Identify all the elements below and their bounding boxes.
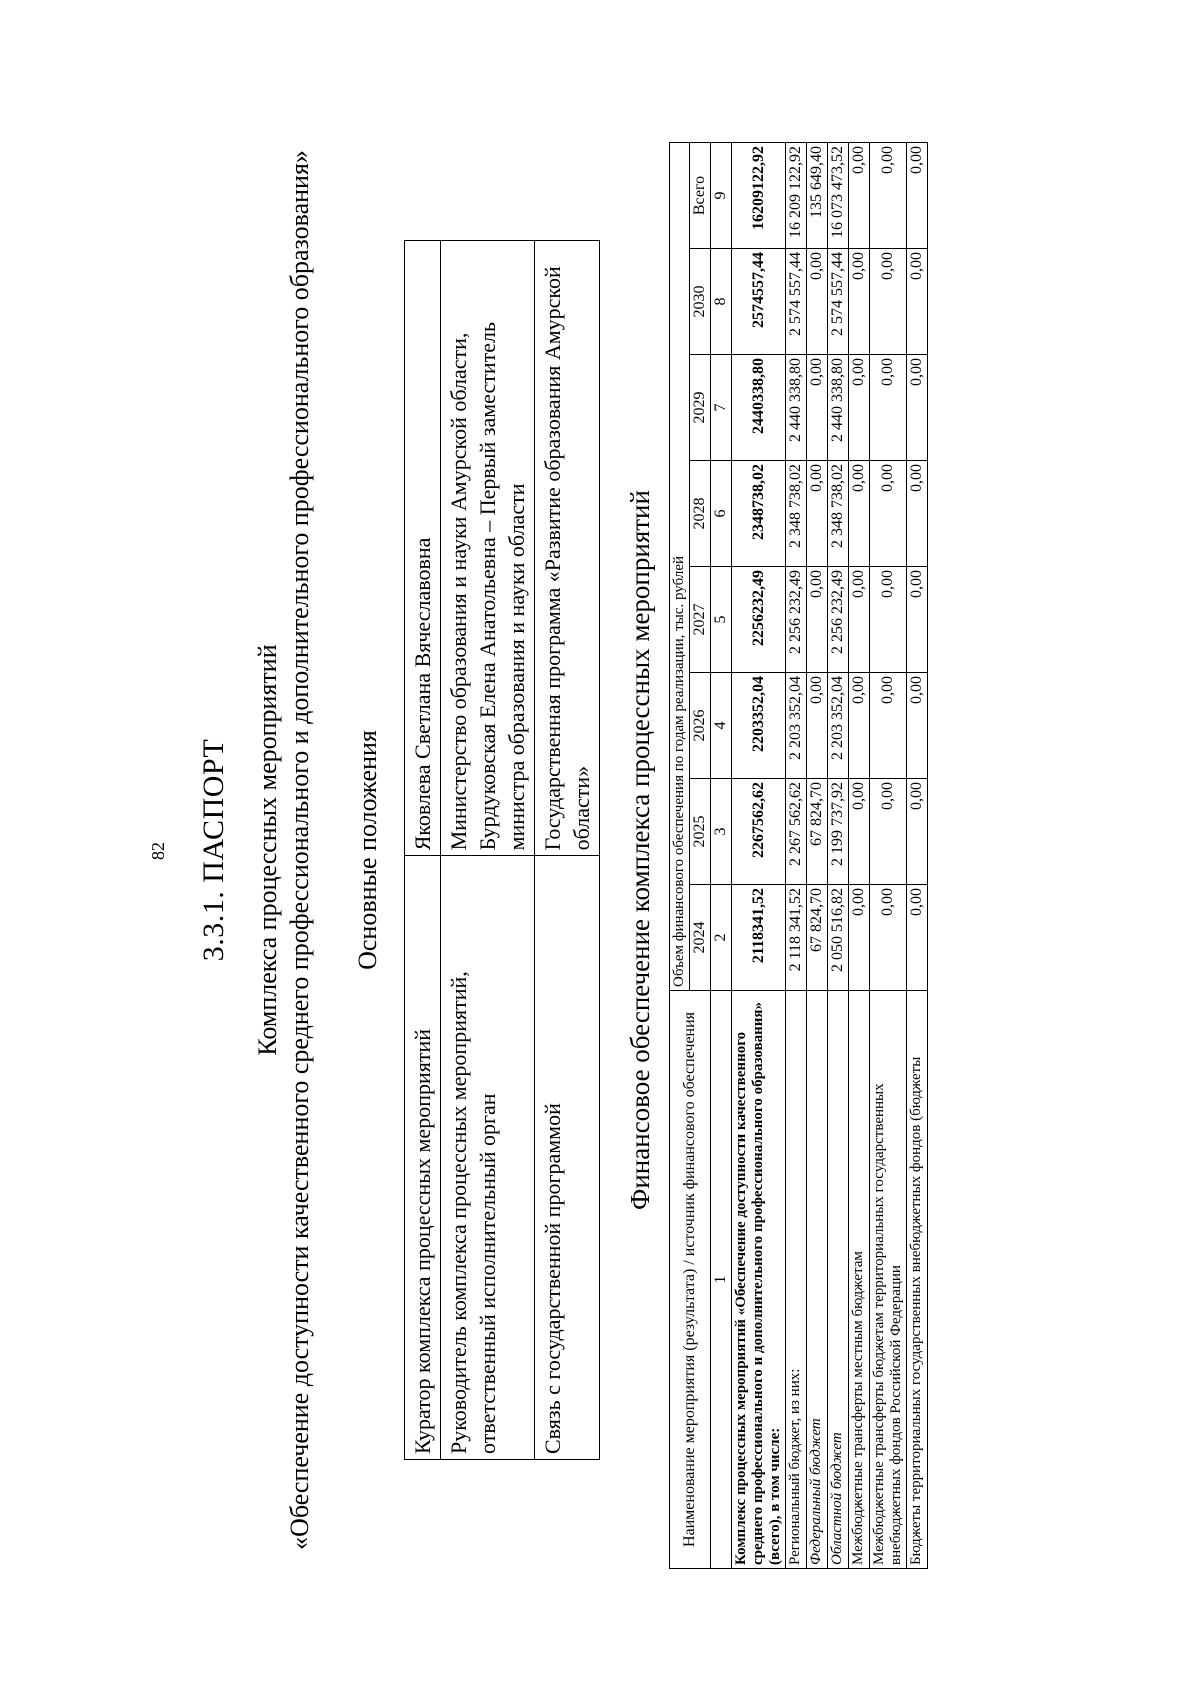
value-cell: 0,00 xyxy=(907,249,928,355)
basic-provisions-row xyxy=(405,241,441,1460)
year-header: 2028 xyxy=(690,461,711,567)
total-cell: 0,00 xyxy=(907,142,928,248)
value-cell: 2 203 352,04 xyxy=(828,673,849,779)
value-cell: 2118341,52 xyxy=(732,885,786,991)
value-cell: 0,00 xyxy=(870,249,907,355)
index-row xyxy=(711,142,732,1568)
value-cell: 0,00 xyxy=(807,249,828,355)
value-cell: 0,00 xyxy=(870,779,907,885)
row-name-cell: Федеральный бюджет xyxy=(807,991,828,1569)
header-row-1 xyxy=(670,142,690,1568)
provision-value: Государственная программа «Развитие образования Амурской области» xyxy=(535,241,600,856)
value-cell: 0,00 xyxy=(870,885,907,991)
financing-table xyxy=(669,142,928,1569)
complex-title-line2: «Обеспечение доступности качественного среднего профессионального и дополнительного профессионального образования» xyxy=(285,150,314,1550)
total-cell: 16 209 122,92 xyxy=(786,142,807,248)
value-cell: 2 256 232,49 xyxy=(828,567,849,673)
year-header: 2030 xyxy=(690,249,711,355)
value-cell: 0,00 xyxy=(807,673,828,779)
year-header: 2029 xyxy=(690,355,711,461)
total-cell: 135 649,40 xyxy=(807,142,828,248)
section-title: 3.3.1. ПАСПОРТ xyxy=(197,738,230,962)
table-row xyxy=(828,142,849,1568)
table-row xyxy=(849,142,870,1568)
value-cell: 0,00 xyxy=(849,885,870,991)
basic-provisions-title: Основные положения xyxy=(353,730,382,970)
value-cell: 0,00 xyxy=(870,673,907,779)
value-cell: 0,00 xyxy=(907,885,928,991)
value-cell: 2574557,44 xyxy=(732,249,786,355)
complex-title-line1: Комплекса процессных мероприятий xyxy=(253,644,282,1056)
value-cell: 2 267 562,62 xyxy=(786,779,807,885)
index-cell: 6 xyxy=(711,461,732,567)
financing-table-body xyxy=(732,142,928,1568)
value-cell: 2 348 738,02 xyxy=(786,461,807,567)
total-header: Всего xyxy=(690,142,711,248)
financing-title: Финансовое обеспечение комплекса процессных мероприятий xyxy=(625,490,655,1210)
total-cell: 16 073 473,52 xyxy=(828,142,849,248)
table-row xyxy=(786,142,807,1568)
provision-label: Руководитель комплекса процессных мероприятий, ответственный исполнительный орган xyxy=(441,856,535,1460)
value-cell: 2267562,62 xyxy=(732,779,786,885)
value-cell: 2 440 338,80 xyxy=(786,355,807,461)
index-cell: 4 xyxy=(711,673,732,779)
year-header: 2027 xyxy=(690,567,711,673)
value-cell: 0,00 xyxy=(849,461,870,567)
value-cell: 0,00 xyxy=(807,355,828,461)
value-cell: 2 256 232,49 xyxy=(786,567,807,673)
value-cell: 0,00 xyxy=(849,673,870,779)
provision-value: Министерство образования и науки Амурской области, Бурдуковская Елена Анатольевна – Первый заместитель министра образования и науки области xyxy=(441,241,535,856)
basic-provisions-row xyxy=(535,241,600,1460)
index-cell: 9 xyxy=(711,142,732,248)
basic-provisions-row xyxy=(441,241,535,1460)
value-cell: 0,00 xyxy=(907,673,928,779)
value-cell: 2 203 352,04 xyxy=(786,673,807,779)
year-header: 2025 xyxy=(690,779,711,885)
value-cell: 0,00 xyxy=(907,779,928,885)
value-cell: 2 050 516,82 xyxy=(828,885,849,991)
name-header: Наименование мероприятия (результата) / источник финансового обеспечения xyxy=(670,991,711,1569)
row-name-cell: Межбюджетные трансферты местным бюджетам xyxy=(849,991,870,1569)
row-name-cell: Межбюджетные трансферты бюджетам территориальных государственных внебюджетных фондов Российской Федерации xyxy=(870,991,907,1569)
table-row xyxy=(807,142,828,1568)
year-header: 2026 xyxy=(690,673,711,779)
value-cell: 67 824,70 xyxy=(807,885,828,991)
row-name-cell: Региональный бюджет, из них: xyxy=(786,991,807,1569)
value-cell: 0,00 xyxy=(870,355,907,461)
total-cell: 0,00 xyxy=(870,142,907,248)
row-name-cell: Комплекс процессных мероприятий «Обеспечение доступности качественного среднего профессионального и дополнительного профессионального образования» (всего), в том числе: xyxy=(732,991,786,1569)
index-cell: 1 xyxy=(711,991,732,1569)
table-row xyxy=(732,142,786,1568)
index-cell: 2 xyxy=(711,885,732,991)
value-cell: 67 824,70 xyxy=(807,779,828,885)
index-cell: 7 xyxy=(711,355,732,461)
value-cell: 2 118 341,52 xyxy=(786,885,807,991)
total-cell: 16209122,92 xyxy=(732,142,786,248)
volume-header: Объем финансового обеспечения по годам реализации, тыс. рублей xyxy=(670,142,690,990)
value-cell: 2256232,49 xyxy=(732,567,786,673)
value-cell: 0,00 xyxy=(907,355,928,461)
index-cell: 3 xyxy=(711,779,732,885)
value-cell: 0,00 xyxy=(870,461,907,567)
table-row xyxy=(907,142,928,1568)
row-name-cell: Областной бюджет xyxy=(828,991,849,1569)
value-cell: 2348738,02 xyxy=(732,461,786,567)
value-cell: 0,00 xyxy=(807,567,828,673)
value-cell: 0,00 xyxy=(849,249,870,355)
value-cell: 0,00 xyxy=(849,779,870,885)
table-row xyxy=(870,142,907,1568)
year-header: 2024 xyxy=(690,885,711,991)
value-cell: 2 199 737,92 xyxy=(828,779,849,885)
basic-provisions-table xyxy=(404,240,600,1460)
value-cell: 0,00 xyxy=(870,567,907,673)
value-cell: 0,00 xyxy=(907,461,928,567)
value-cell: 2 574 557,44 xyxy=(786,249,807,355)
value-cell: 0,00 xyxy=(849,355,870,461)
value-cell: 2 440 338,80 xyxy=(828,355,849,461)
value-cell: 2203352,04 xyxy=(732,673,786,779)
provision-value: Яковлева Светлана Вячеславовна xyxy=(405,241,441,856)
value-cell: 2 574 557,44 xyxy=(828,249,849,355)
value-cell: 0,00 xyxy=(807,461,828,567)
row-name-cell: Бюджеты территориальных государственных внебюджетных фондов (бюджеты xyxy=(907,991,928,1569)
index-cell: 5 xyxy=(711,567,732,673)
total-cell: 0,00 xyxy=(849,142,870,248)
value-cell: 2440338,80 xyxy=(732,355,786,461)
index-cell: 8 xyxy=(711,249,732,355)
value-cell: 0,00 xyxy=(907,567,928,673)
provision-label: Куратор комплекса процессных мероприятий xyxy=(405,856,441,1460)
value-cell: 2 348 738,02 xyxy=(828,461,849,567)
provision-label: Связь с государственной программой xyxy=(535,856,600,1460)
page-number: 82 xyxy=(148,842,168,860)
value-cell: 0,00 xyxy=(849,567,870,673)
